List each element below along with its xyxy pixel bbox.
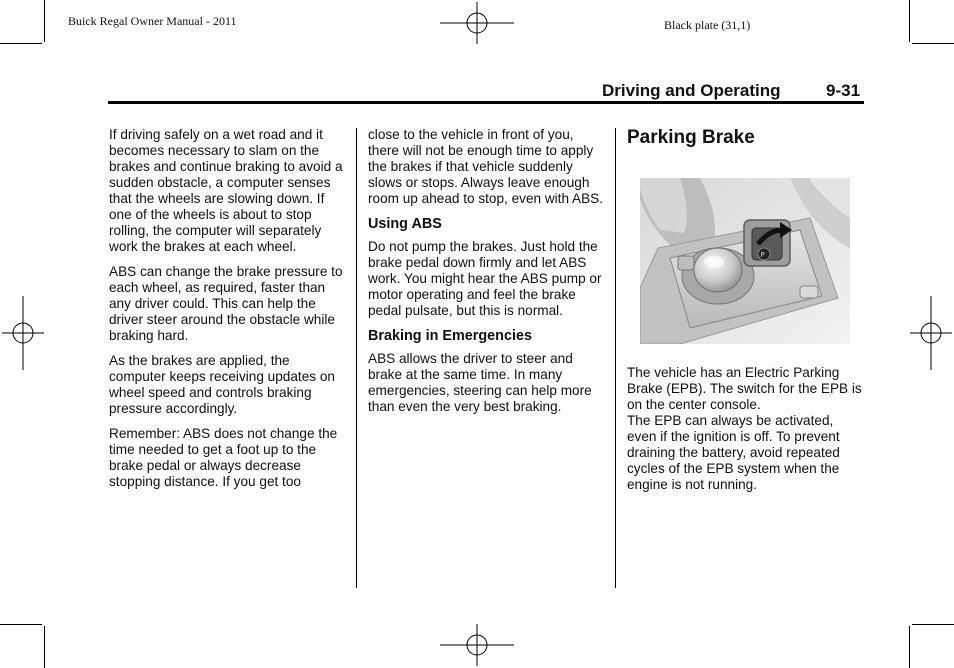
column-divider bbox=[615, 128, 616, 588]
plate-label: Black plate (31,1) bbox=[664, 18, 751, 32]
paragraph: If driving safely on a wet road and it becomes necessary to slam on the brakes and continue braking to avoid a sudden obstacle, a computer senses that the wheels are slowing down. If one of the wheels is about to stop rolling, the computer will separately work the brakes at each wheel. bbox=[109, 127, 343, 254]
registration-mark-bottom-icon bbox=[440, 624, 514, 666]
subheading-braking-emergencies: Braking in Emergencies bbox=[368, 328, 532, 344]
crop-mark-top-right-v bbox=[909, 0, 910, 42]
crop-mark-top-right-h bbox=[912, 43, 954, 44]
manual-title: Buick Regal Owner Manual - 2011 bbox=[68, 14, 237, 28]
crop-mark-bottom-left-h bbox=[0, 624, 42, 625]
column-2 bbox=[368, 127, 604, 424]
crop-mark-bottom-right-v bbox=[909, 626, 910, 668]
svg-text:P: P bbox=[760, 251, 765, 259]
paragraph: The EPB can always be activated, even if the ignition is off. To prevent draining the battery, avoid repeated cycles of the EPB system when the engine is not running. bbox=[627, 413, 840, 492]
page-number: 9-31 bbox=[826, 81, 861, 100]
paragraph: The vehicle has an Electric Parking Brake (EPB). The switch for the EPB is on the center console. bbox=[627, 365, 862, 412]
paragraph: As the brakes are applied, the computer keeps receiving updates on wheel speed and controls braking pressure accordingly. bbox=[109, 353, 335, 416]
registration-mark-top-icon bbox=[440, 2, 514, 44]
parking-brake-heading: Parking Brake bbox=[627, 127, 755, 148]
paragraph: close to the vehicle in front of you, there will not be enough time to apply the brakes if that vehicle suddenly slows or stops. Always leave enough room up ahead to stop, even with ABS. bbox=[368, 127, 604, 206]
paragraph: Do not pump the brakes. Just hold the brake pedal down firmly and let ABS work. You might hear the ABS pump or motor operating and feel the brake pedal pulsate, but this is normal. bbox=[368, 239, 602, 318]
crop-mark-bottom-left-v bbox=[44, 626, 45, 668]
column-divider bbox=[356, 128, 357, 588]
section-title: Driving and Operating bbox=[602, 81, 781, 100]
header-rule bbox=[108, 101, 864, 104]
subheading-using-abs: Using ABS bbox=[368, 216, 442, 232]
paragraph: ABS allows the driver to steer and brake at the same time. In many emergencies, steering can help more than even the very best braking. bbox=[368, 351, 592, 414]
paragraph: ABS can change the brake pressure to each wheel, as required, faster than any driver could. This can help the driver steer around the obstacle while braking hard. bbox=[109, 264, 343, 343]
parking-brake-figure bbox=[640, 178, 850, 344]
crop-mark-top-left-h bbox=[0, 43, 42, 44]
registration-mark-right-icon bbox=[910, 296, 952, 370]
crop-mark-top-left-v bbox=[44, 0, 45, 42]
paragraph: Remember: ABS does not change the time needed to get a foot up to the brake pedal or always decrease stopping distance. If you get too bbox=[109, 426, 338, 489]
column-3 bbox=[627, 365, 863, 502]
parking-brake-switch-illustration-icon bbox=[640, 178, 850, 344]
registration-mark-left-icon bbox=[2, 296, 44, 370]
column-1 bbox=[109, 127, 347, 499]
crop-mark-bottom-right-h bbox=[912, 624, 954, 625]
